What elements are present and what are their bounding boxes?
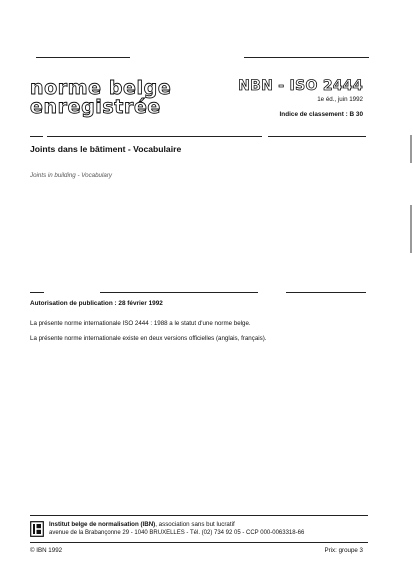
top-rule-left xyxy=(36,57,130,58)
title-rule-short xyxy=(30,136,43,137)
edition: 1e éd., juin 1992 xyxy=(317,96,363,103)
body-rule-mid xyxy=(100,292,258,293)
edge-mark xyxy=(410,135,412,163)
document-title: Joints dans le bâtiment - Vocabulaire xyxy=(30,144,182,154)
versions-paragraph: La présente norme internationale existe en deux versions officielles (anglais, français). xyxy=(30,335,267,342)
title-rule-long xyxy=(47,136,262,137)
title-rule-right xyxy=(268,136,366,137)
price-group: Prix: groupe 3 xyxy=(324,547,363,554)
body-rule-right xyxy=(286,292,366,293)
footer-rule xyxy=(30,515,368,516)
document-subtitle-english: Joints in building - Vocabulary xyxy=(30,172,112,179)
institute-address: avenue de la Brabançonne 29 - 1040 BRUXELLES - Tél. (02) 734 92 05 - CCP 000-0063318-66 xyxy=(49,530,305,536)
edge-mark xyxy=(410,205,412,253)
copyright: © IBN 1992 xyxy=(30,547,63,554)
norm-title-line2: enregistrée xyxy=(30,96,161,118)
institute-name: Institut belge de normalisation (IBN) xyxy=(49,521,156,528)
norm-title-line1: norme belge xyxy=(30,77,172,99)
publication-authorization: Autorisation de publication : 28 février 1992 xyxy=(30,300,163,307)
standard-code: NBN - ISO 2444 xyxy=(238,78,363,94)
status-paragraph: La présente norme internationale ISO 2444 : 1988 a le statut d'une norme belge. xyxy=(30,320,251,327)
ibn-logo xyxy=(30,521,44,537)
footer-rule-bottom xyxy=(30,542,368,543)
institute-line xyxy=(49,521,235,528)
body-rule-left xyxy=(30,292,44,293)
top-rule-right xyxy=(244,57,369,58)
institute-type: , association sans but lucratif xyxy=(155,521,235,528)
classification-index: Indice de classement : B 30 xyxy=(279,111,363,118)
